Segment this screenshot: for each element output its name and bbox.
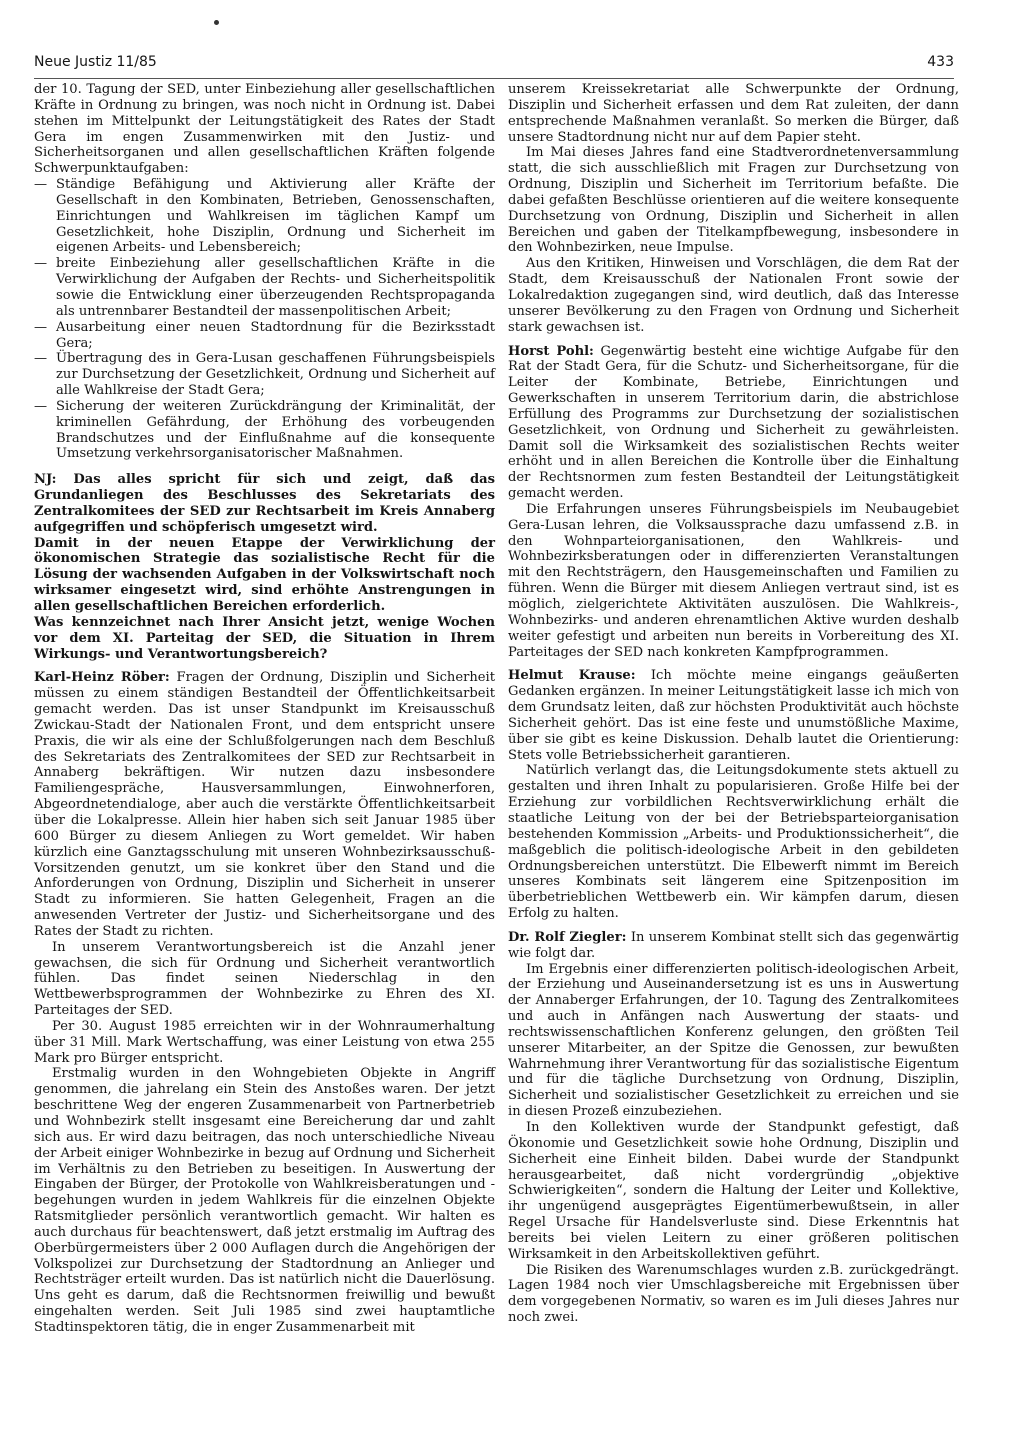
body-paragraph: Aus den Kritiken, Hinweisen und Vorschlägen, die dem Rat der Stadt, dem Kreisausschuß der Nationalen Front sowie der Lokalredaktion zugegangen sind, wird deutlich, daß das Interesse unserer Bevölkerung zu den Fragen von Ordnung und Sicherheit stark gewachsen ist.: [508, 256, 959, 335]
body-paragraph: Die Erfahrungen unseres Führungsbeispiels im Neubaugebiet Gera-Lusan lehren, die Volksaussprache dazu umfassend z.B. in den Wohnparteiorganisationen, den Wahlkreis- und Wohnbezirksberatungen oder in differenzierten Veranstaltungen mit den Rechtsträgern, den Hausgemeinschaften und Familien zu führen. Wenn die Bürger mit diesem Anliegen vertraut sind, ist es möglich, zielgerichtete Aktivitäten auszulösen. Die Wahlkreis-, Wohnbezirks- und anderen ehrenamtlichen Aktive wurden deshalb weiter gefestigt und arbeiten nun bereits in Vorbereitung des XI. Parteitages der SED nach konkreten Kampfprogrammen.: [508, 501, 959, 660]
speaker-name: Karl-Heinz Röber:: [34, 670, 170, 686]
ink-speck: [214, 20, 219, 25]
speaker-name: Horst Pohl:: [508, 343, 594, 359]
intro-paragraph: der 10. Tagung der SED, unter Einbeziehung aller gesellschaftlichen Kräfte in Ordnung zu bringen, was noch nicht in Ordnung ist. Dabei stehen im Mittelpunkt der Leitungstätigkeit des Rates der Stadt Gera im engen Zusammenwirken mit den Justiz- und Sicherheitsorganen und allen gesellschaftlichen Kräften folgende Schwerpunktaufgaben:: [34, 82, 495, 177]
body-paragraph: Im Ergebnis einer differenzierten politisch-ideologischen Arbeit, der Erziehung und Auseinandersetzung ist es uns in Auswertung der Annaberger Erfahrungen, der 10. Tagung des Zentralkomitees und auch in Anfängen nach Auswertung der staats- und rechtswissenschaftlichen Konferenz gelungen, den größten Teil unserer Mitarbeiter, an der Spitze die Genossen, zur bewußten Wahrnehmung ihrer Verantwortung für das sozialistische Eigentum und für die tägliche Durchsetzung von Ordnung, Disziplin, Sicherheit und sozialistischer Gesetzlichkeit zu erreichen und sie in diesen Prozeß einzubeziehen.: [508, 961, 959, 1120]
task-item: — Sicherung der weiteren Zurückdrängung der Kriminalität, der kriminellen Gefährdung, der Erhöhung des vorbeugenden Brandschutzes und der Einflußnahme auf die konsequente Umsetzung verkehrsorganisatorischer Maßnahmen.: [34, 399, 495, 462]
answer-text: Ich möchte meine eingangs geäußerten Gedanken ergänzen. In meiner Leitungstätigkeit lasse ich mich von dem Grundsatz leiten, daß zur höchsten Produktivität auch höchste Sicherheit gehört. Das ist eine feste und unumstößliche Maxime, über sie gibt es keine Diskussion. Dehalb lautet die Orientierung: Stets volle Betriebssicherheit garantieren.: [508, 668, 959, 763]
body-paragraph: Die Risiken des Warenumschlages wurden z.B. zurückgedrängt. Lagen 1984 noch vier Umschlagsbereiche mit Ergebnissen über dem vorgegebenen Normativ, so waren es im Juli dieses Jahres nur noch zwei.: [508, 1262, 959, 1326]
body-paragraph: Im Mai dieses Jahres fand eine Stadtverordnetenversammlung statt, die sich ausschließlich mit Fragen zur Durchsetzung von Ordnung, Disziplin und Sicherheit im Territorium befaßte. Die dabei gefaßten Beschlüsse orientieren auf die weitere konsequente Durchsetzung von Ordnung, Disziplin und Sicherheit in allen Bereichen und gaben der Titelkampfbewegung, insbesondere in den Wohnbezirken, neue Impulse.: [508, 145, 959, 256]
right-column: [508, 82, 959, 1326]
page-number: 433: [927, 54, 954, 70]
speaker-name: Dr. Rolf Ziegler:: [508, 929, 627, 945]
nj-question-line: NJ: Das alles spricht für sich und zeigt, daß das Grundanliegen des Beschlusses des Sekretariats des Zentralkomitees der SED zur Rechtsarbeit im Kreis Annaberg aufgegriffen und schöpferisch umgesetzt wird.: [34, 472, 495, 535]
body-paragraph: Erstmalig wurden in den Wohngebieten Objekte in Angriff genommen, die jahrelang ein Stein des Anstoßes waren. Der jetzt beschrittene Weg der engeren Zusammenarbeit von Partnerbetrieb und Wohnbezirk stellt insgesamt eine Bereicherung dar und zahlt sich aus. Er wird dazu beitragen, das noch unterschiedliche Niveau der Arbeit einiger Wohnbezirke in bezug auf Ordnung und Sicherheit im Verhältnis zu den Betrieben zu beseitigen. In Auswertung der Eingaben der Bürger, der Protokolle von Wahlkreisberatungen und -begehungen wurden in jedem Wahlkreis für die einzelnen Objekte Ratsmitglieder persönlich verantwortlich gemacht. Wir halten es auch durchaus für beachtenswert, daß jetzt erstmalig im Auftrag des Oberbürgermeisters über 2 000 Auflagen durch die Angehörigen der Volkspolizei zur Durchsetzung der Stadtordnung an Anlieger und Rechtsträger erteilt wurden. Das ist natürlich nicht die Dauerlösung. Uns geht es darum, daß die Rechtsnormen freiwillig und bewußt eingehalten werden. Seit Juli 1985 sind zwei hauptamtliche Stadtinspektoren tätig, die in enger Zusammenarbeit mit: [34, 1066, 495, 1335]
body-paragraph: unserem Kreissekretariat alle Schwerpunkte der Ordnung, Disziplin und Sicherheit erfassen und dem Rat zuleiten, der dann entsprechende Maßnahmen veranlaßt. So merken die Bürger, daß unsere Stadtordnung nicht nur auf dem Papier steht.: [508, 82, 959, 145]
task-item: — breite Einbeziehung aller gesellschaftlichen Kräfte in die Verwirklichung der Aufgaben der Rechts- und Sicherheitspolitik sowie die Entwicklung einer überzeugenden Rechtspropaganda als untrennbarer Bestandteil der massenpolitischen Arbeit;: [34, 256, 495, 319]
ziegler-answer: [508, 930, 959, 962]
roeber-answer: [34, 670, 495, 939]
task-item: — Übertragung des in Gera-Lusan geschaffenen Führungsbeispiels zur Durchsetzung der Gesetzlichkeit, Ordnung und Sicherheit auf alle Wahlkreise der Stadt Gera;: [34, 351, 495, 399]
body-paragraph: In unserem Verantwortungsbereich ist die Anzahl jener gewachsen, die sich für Ordnung und Sicherheit verantwortlich fühlen. Das findet seinen Niederschlag in den Wettbewerbsprogrammen der Wohnbezirke zu Ehren des XI. Parteitages der SED.: [34, 939, 495, 1019]
pohl-answer: [508, 344, 959, 502]
task-item: — Ausarbeitung einer neuen Stadtordnung für die Bezirksstadt Gera;: [34, 320, 495, 352]
left-column: [34, 82, 495, 1336]
answer-text: Gegenwärtig besteht eine wichtige Aufgabe für den Rat der Stadt Gera, für die Schutz- und Sicherheitsorgane, für die Leiter der Kombinate, Betriebe, Einrichtungen und Gewerkschaften in unserem Territorium darin, die abstrichlose Erfüllung des Programms zur Durchsetzung der sozialistischen Gesetzlichkeit, von Ordnung und Sicherheit zu gewährleisten. Damit soll die Wirksamkeit des sozialistischen Rechts weiter erhöht und in allen Bereichen die Kontrolle über die Einhaltung der Rechtsnormen zum festen Bestandteil der Leitungstätigkeit gemacht werden.: [508, 343, 960, 502]
body-paragraph: Natürlich verlangt das, die Leitungsdokumente stets aktuell zu gestalten und ihren Inhalt zu popularisieren. Große Hilfe bei der Erziehung zur vorbildlichen Rechtsverwirklichung erhält die staatliche Leitung von der bei der Betriebsparteiorganisation bestehenden Kommission „Arbeits- und Produktionssicherheit“, die maßgeblich die politisch-ideologische Arbeit in den gebildeten Ordnungsbereichen unterstützt. Die Elbewerft nimmt im Bereich unseres Kombinats seit längerem eine Spitzenposition im überbetrieblichen Wettbewerb ein. Wir kämpfen darum, diesen Erfolg zu halten.: [508, 763, 959, 922]
nj-question: [34, 472, 495, 662]
running-header: [34, 52, 954, 79]
journal-title: Neue Justiz 11/85: [34, 54, 157, 70]
body-paragraph: In den Kollektiven wurde der Standpunkt gefestigt, daß Ökonomie und Gesetzlichkeit sowie hohe Ordnung, Disziplin und Sicherheit eine Einheit bilden. Dabei wurde der Standpunkt herausgearbeitet, daß nicht vordergründig „objektive Schwierigkeiten“, sondern die Haltung der Leiter und Kollektive, ihr ungenügend ausgeprägtes Eigentümerbewußtsein, in aller Regel Ursache für Handelsverluste sind. Diese Erkenntnis hat bereits bei vielen Leitern zu einer größeren politischen Wirksamkeit in den Arbeitskollektiven geführt.: [508, 1120, 959, 1262]
body-paragraph: Per 30. August 1985 erreichten wir in der Wohnraumerhaltung über 31 Mill. Mark Wertschaffung, was einer Leistung von etwa 255 Mark pro Bürger entspricht.: [34, 1018, 495, 1066]
answer-text: Fragen der Ordnung, Disziplin und Sicherheit müssen zu einem ständigen Bestandteil der Öffentlichkeitsarbeit gemacht werden. Das ist unser Standpunkt im Kreisausschuß Zwickau-Stadt der Nationalen Front, und dem entspricht unsere Praxis, die wir als eine der Schlußfolgerungen nach dem Beschluß des Sekretariats des Zentralkomitees der SED zur Rechtsarbeit in Annaberg bekräftigen. Wir nutzen dazu insbesondere Familiengespräche, Hausversammlungen, Einwohnerforen, Abgeordnetendialoge, aber auch die verstärkte Öffentlichkeitsarbeit über die Lokalpresse. Allein hier haben sich seit Januar 1985 über 600 Bürger zu diesem Anliegen zu Wort gemeldet. Wir haben kürzlich eine Ganztagsschulung mit unseren Wohnbezirksausschuß-Vorsitzenden genutzt, um sie konkret über den Stand und die Anforderungen von Ordnung, Disziplin und Sicherheit in unserer Stadt zu informieren. Sie hatten Gelegenheit, Fragen an die anwesenden Vertreter der Justiz- und Sicherheitsorgane und des Rates der Stadt zu richten.: [34, 670, 495, 939]
task-item: — Ständige Befähigung und Aktivierung aller Kräfte der Gesellschaft in den Kombinaten, Betrieben, Genossenschaften, Einrichtungen und Wahlkreisen im täglichen Kampf um Gesetzlichkeit, hohe Disziplin, Ordnung und Sicherheit im eigenen Arbeits- und Lebensbereich;: [34, 177, 495, 256]
nj-question-line: Damit in der neuen Etappe der Verwirklichung der ökonomischen Strategie das sozialistische Recht für die Lösung der wachsenden Aufgaben in der Volkswirtschaft noch wirksamer eingesetzt wird, sind erhöhte Anstrengungen in allen gesellschaftlichen Bereichen erforderlich.: [34, 535, 495, 614]
answer-text: In unserem Kombinat stellt sich das gegenwärtig wie folgt dar.: [508, 929, 959, 961]
task-list: [34, 177, 495, 462]
krause-answer: [508, 668, 959, 763]
speaker-name: Helmut Krause:: [508, 668, 636, 684]
nj-question-line: Was kennzeichnet nach Ihrer Ansicht jetzt, wenige Wochen vor dem XI. Parteitag der SED, die Situation in Ihrem Wirkungs- und Verantwortungsbereich?: [34, 614, 495, 662]
